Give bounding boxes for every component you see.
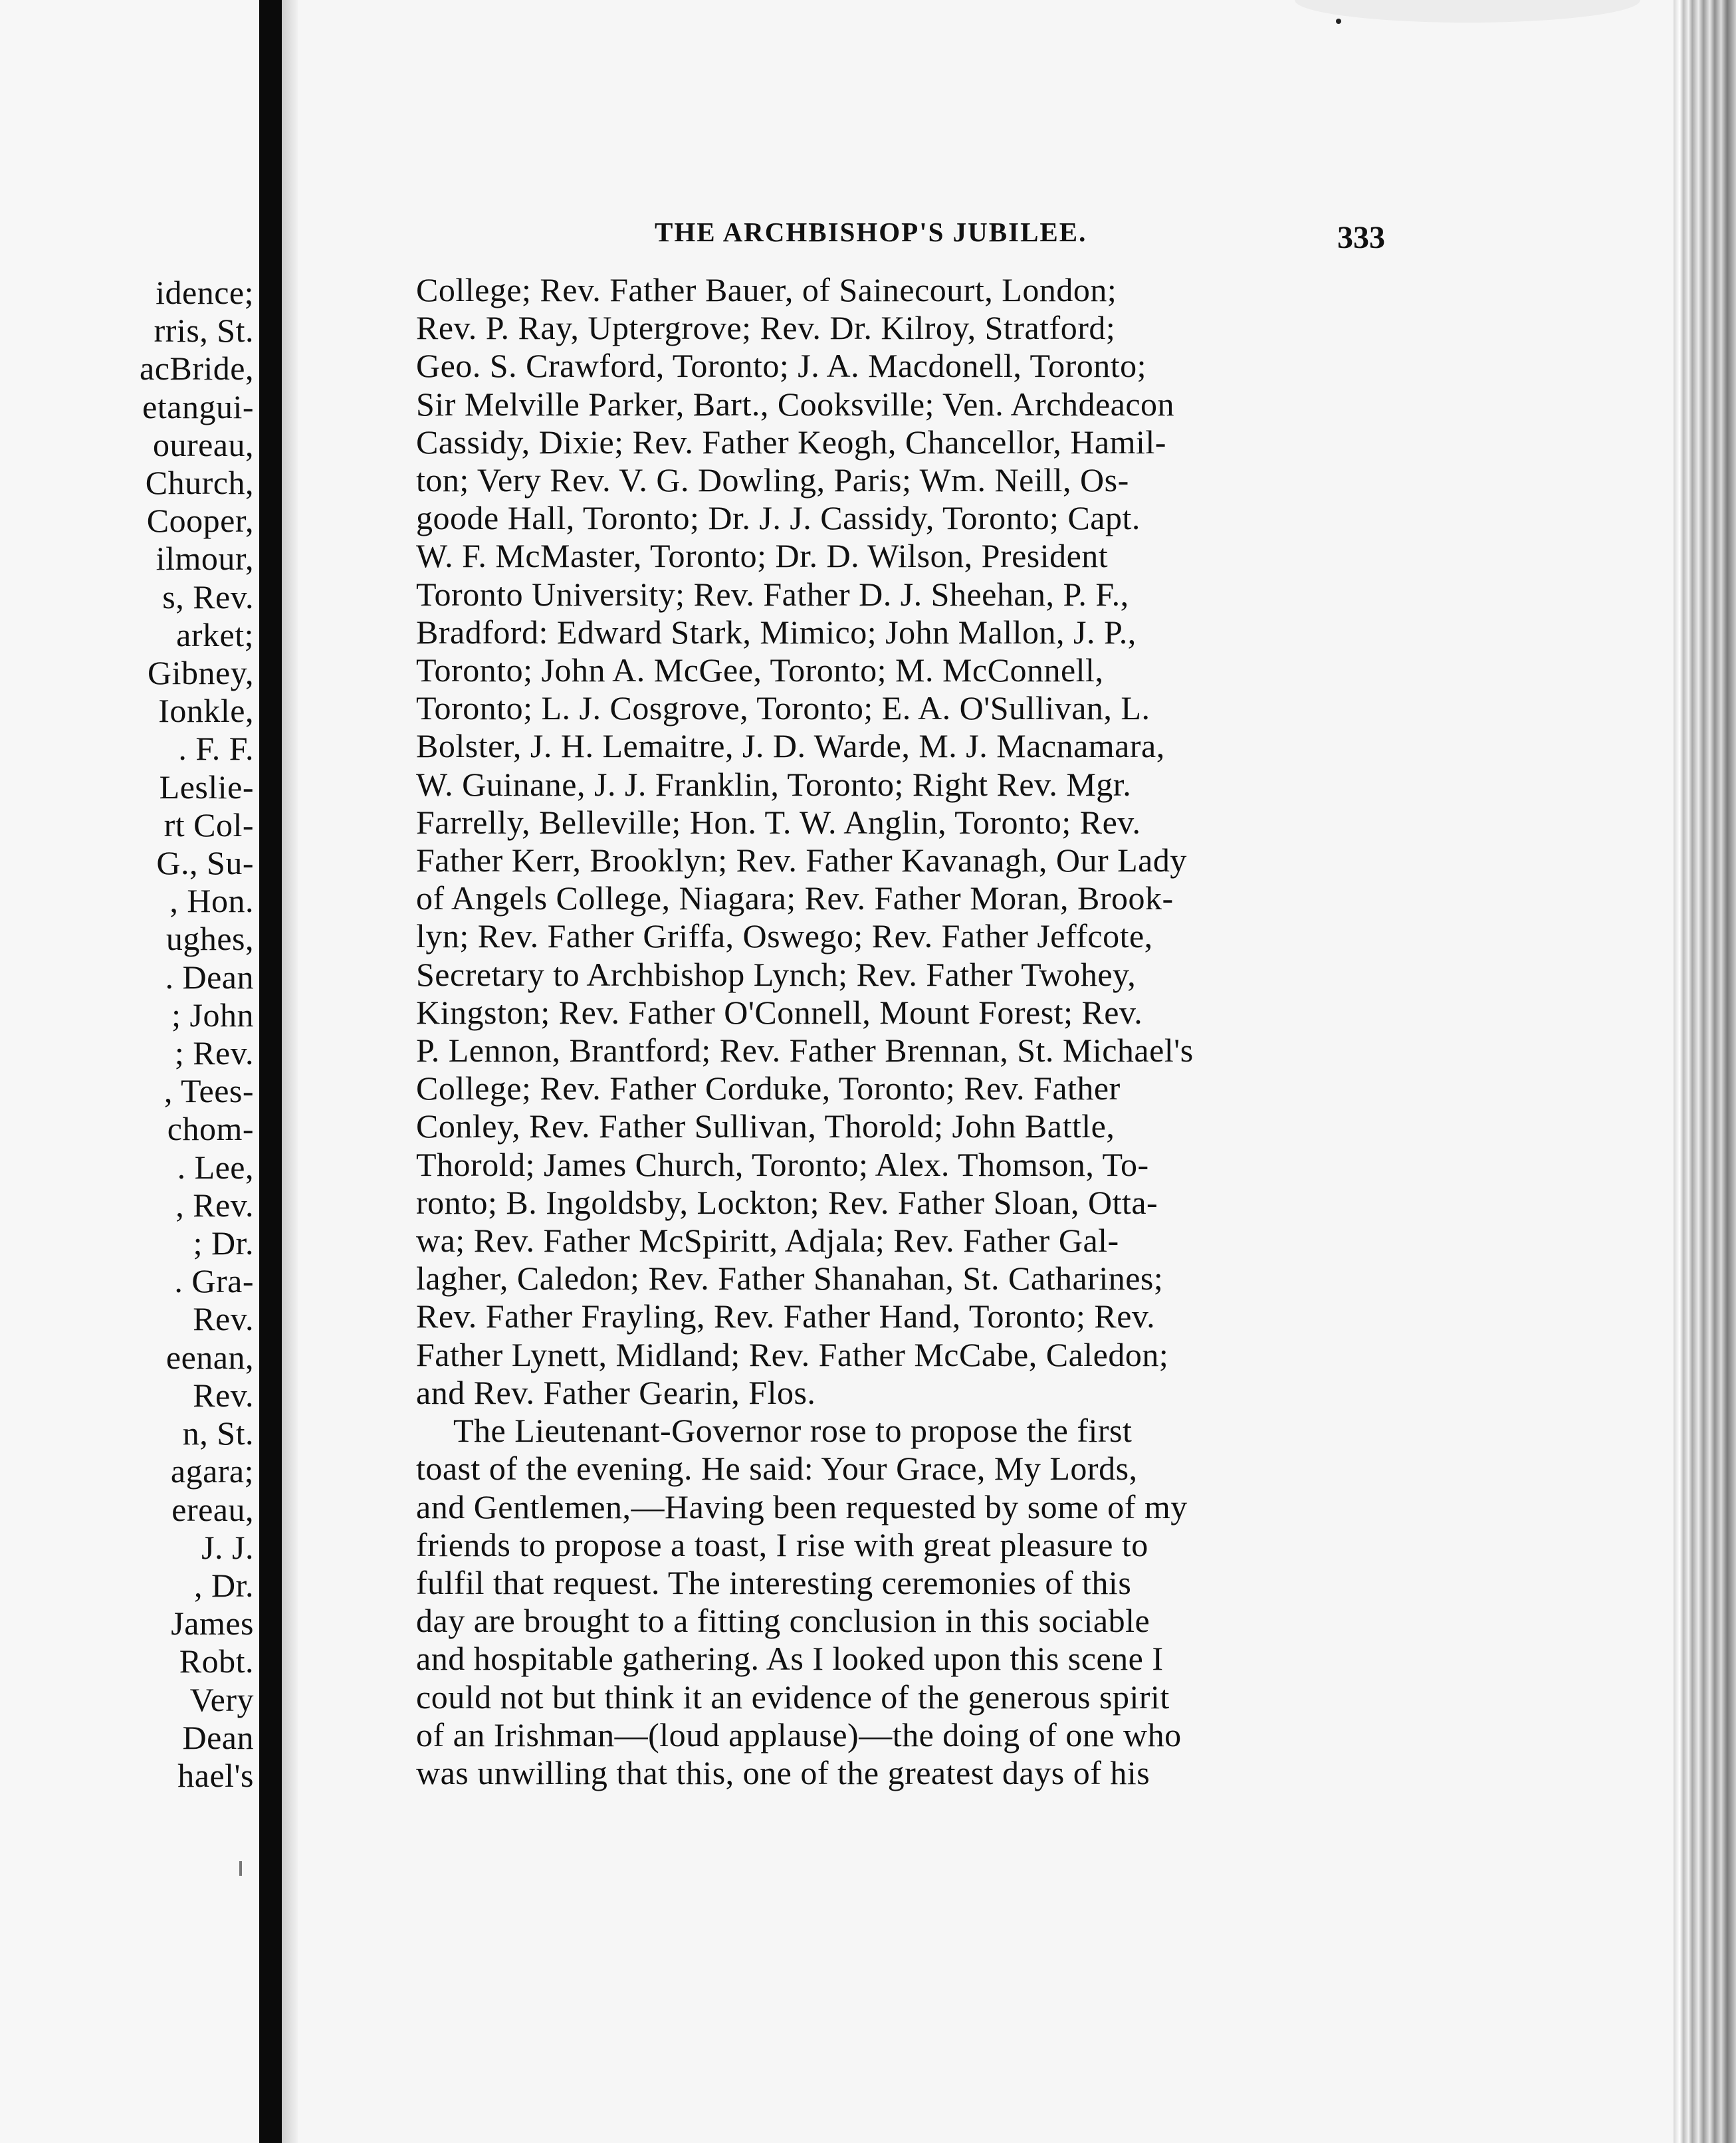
previous-page-line: , Dr. <box>194 1566 254 1604</box>
text-line: lagher, Caledon; Rev. Father Shanahan, St. Catharines; <box>416 1260 1164 1297</box>
text-line: Toronto; L. J. Cosgrove, Toronto; E. A. O'Sullivan, L. <box>416 689 1150 727</box>
previous-page-line: . Gra- <box>174 1262 254 1300</box>
text-line: Father Kerr, Brooklyn; Rev. Father Kavanagh, Our Lady <box>416 842 1187 879</box>
text-line: friends to propose a toast, I rise with great pleasure to <box>416 1525 1148 1563</box>
text-line: Rev. P. Ray, Uptergrove; Rev. Dr. Kilroy, Stratford; <box>416 309 1116 347</box>
previous-page-line: Cooper, <box>146 502 254 540</box>
paragraph-first-line: The Lieutenant-Governor rose to propose the first <box>453 1412 1133 1450</box>
page-top-curl <box>1295 0 1640 23</box>
text-line: ronto; B. Ingoldsby, Lockton; Rev. Father Sloan, Otta- <box>416 1183 1158 1221</box>
text-line: could not but think it an evidence of the generous spirit <box>416 1678 1170 1716</box>
text-line: lyn; Rev. Father Griffa, Oswego; Rev. Father Jeffcote, <box>416 917 1153 955</box>
text-line: Bradford: Edward Stark, Mimico; John Mallon, J. P., <box>416 613 1137 651</box>
text-line: Rev. Father Frayling, Rev. Father Hand, Toronto; Rev. <box>416 1297 1156 1335</box>
margin-mark <box>239 1861 242 1876</box>
text-line: of an Irishman—(loud applause)—the doing of one who <box>416 1716 1182 1753</box>
previous-page-line: ereau, <box>171 1490 254 1528</box>
text-line: Kingston; Rev. Father O'Connell, Mount Forest; Rev. <box>416 993 1143 1031</box>
previous-page-line: ; Dr. <box>193 1224 254 1262</box>
previous-page-line: . Lee, <box>177 1148 254 1186</box>
previous-page-line: ; John <box>171 996 254 1034</box>
previous-page-line: etangui- <box>142 388 254 425</box>
previous-page-line: . Dean <box>165 958 254 996</box>
previous-page-line: J. J. <box>201 1528 254 1566</box>
page-speck <box>1336 19 1341 24</box>
previous-page-line: Gibney, <box>148 654 254 692</box>
previous-page-line: arket; <box>176 616 254 653</box>
previous-page-line: agara; <box>170 1452 254 1490</box>
page-body-text <box>416 271 1378 1792</box>
previous-page-line: Very <box>189 1680 254 1718</box>
previous-page-line: hael's <box>177 1756 254 1794</box>
previous-page-line: . F. F. <box>178 730 254 768</box>
text-line: and hospitable gathering. As I looked upon this scene I <box>416 1640 1164 1678</box>
text-line: fulfil that request. The interesting ceremonies of this <box>416 1563 1132 1601</box>
previous-page-line: oureau, <box>152 425 254 463</box>
text-line: and Rev. Father Gearin, Flos. <box>416 1373 816 1411</box>
previous-page-line: Rev. <box>193 1300 254 1338</box>
text-line: goode Hall, Toronto; Dr. J. J. Cassidy, Toronto; Capt. <box>416 499 1140 537</box>
previous-page-line: , Tees- <box>163 1072 254 1110</box>
previous-page-text <box>140 274 254 1795</box>
previous-page-line: s, Rev. <box>162 578 254 616</box>
text-line: Geo. S. Crawford, Toronto; J. A. Macdonell, Toronto; <box>416 347 1146 385</box>
previous-page-line: Rev. <box>193 1376 254 1414</box>
book-page-edges <box>1674 0 1736 2143</box>
text-line: P. Lennon, Brantford; Rev. Father Brennan, St. Michael's <box>416 1032 1194 1070</box>
text-line: W. F. McMaster, Toronto; Dr. D. Wilson, President <box>416 537 1109 575</box>
text-line: Father Lynett, Midland; Rev. Father McCabe, Caledon; <box>416 1335 1169 1373</box>
previous-page-line: rris, St. <box>154 312 254 350</box>
text-line: wa; Rev. Father McSpiritt, Adjala; Rev. Father Gal- <box>416 1222 1119 1260</box>
text-line: College; Rev. Father Corduke, Toronto; Rev. Father <box>416 1070 1121 1107</box>
previous-page-line: eenan, <box>165 1338 254 1376</box>
previous-page-line: acBride, <box>140 350 254 388</box>
previous-page-line: idence; <box>156 274 254 311</box>
text-line: of Angels College, Niagara; Rev. Father Moran, Brook- <box>416 879 1174 917</box>
previous-page-line: , Rev. <box>175 1186 254 1224</box>
previous-page-line: Church, <box>145 464 254 502</box>
text-line: Sir Melville Parker, Bart., Cooksville; Ven. Archdeacon <box>416 385 1175 423</box>
previous-page-line: ughes, <box>165 920 254 958</box>
running-head: THE ARCHBISHOP'S JUBILEE. <box>655 217 1087 247</box>
text-line: Bolster, J. H. Lemaitre, J. D. Warde, M. J. Macnamara, <box>416 727 1165 765</box>
text-line: toast of the evening. He said: Your Grace, My Lords, <box>416 1450 1138 1488</box>
text-line: Toronto; John A. McGee, Toronto; M. McConnell, <box>416 651 1104 689</box>
previous-page-line: Ionkle, <box>158 692 254 730</box>
book-gutter <box>259 0 282 2143</box>
previous-page-line: rt Col- <box>163 806 254 844</box>
text-line: Secretary to Archbishop Lynch; Rev. Father Twohey, <box>416 955 1137 993</box>
gutter-shadow <box>282 0 298 2143</box>
text-line: ton; Very Rev. V. G. Dowling, Paris; Wm. Neill, Os- <box>416 461 1129 499</box>
previous-page-line: chom- <box>167 1110 254 1148</box>
previous-page-line: Leslie- <box>159 768 254 806</box>
previous-page-line: n, St. <box>182 1414 254 1452</box>
previous-page-line: Robt. <box>179 1642 254 1680</box>
previous-page-line: Dean <box>182 1718 254 1756</box>
text-line: Thorold; James Church, Toronto; Alex. Thomson, To- <box>416 1145 1149 1183</box>
text-line: Farrelly, Belleville; Hon. T. W. Anglin, Toronto; Rev. <box>416 803 1141 841</box>
previous-page-line: , Hon. <box>169 882 254 920</box>
text-line: Cassidy, Dixie; Rev. Father Keogh, Chancellor, Hamil- <box>416 423 1166 461</box>
text-line: day are brought to a fitting conclusion in this sociable <box>416 1602 1150 1640</box>
previous-page-line: G., Su- <box>156 844 254 882</box>
text-line: Toronto University; Rev. Father D. J. Sheehan, P. F., <box>416 575 1129 613</box>
previous-page-line: James <box>171 1605 254 1642</box>
previous-page-line: ; Rev. <box>174 1034 254 1072</box>
previous-page-line: ilmour, <box>156 540 254 578</box>
text-line: W. Guinane, J. J. Franklin, Toronto; Right Rev. Mgr. <box>416 765 1132 803</box>
page-number: 333 <box>1337 220 1385 255</box>
previous-page-fragment <box>0 0 259 2143</box>
text-line: Conley, Rev. Father Sullivan, Thorold; John Battle, <box>416 1107 1115 1145</box>
text-line: was unwilling that this, one of the greatest days of his <box>416 1753 1150 1791</box>
text-line: and Gentlemen,—Having been requested by some of my <box>416 1488 1188 1525</box>
text-line: College; Rev. Father Bauer, of Sainecourt, London; <box>416 271 1117 308</box>
